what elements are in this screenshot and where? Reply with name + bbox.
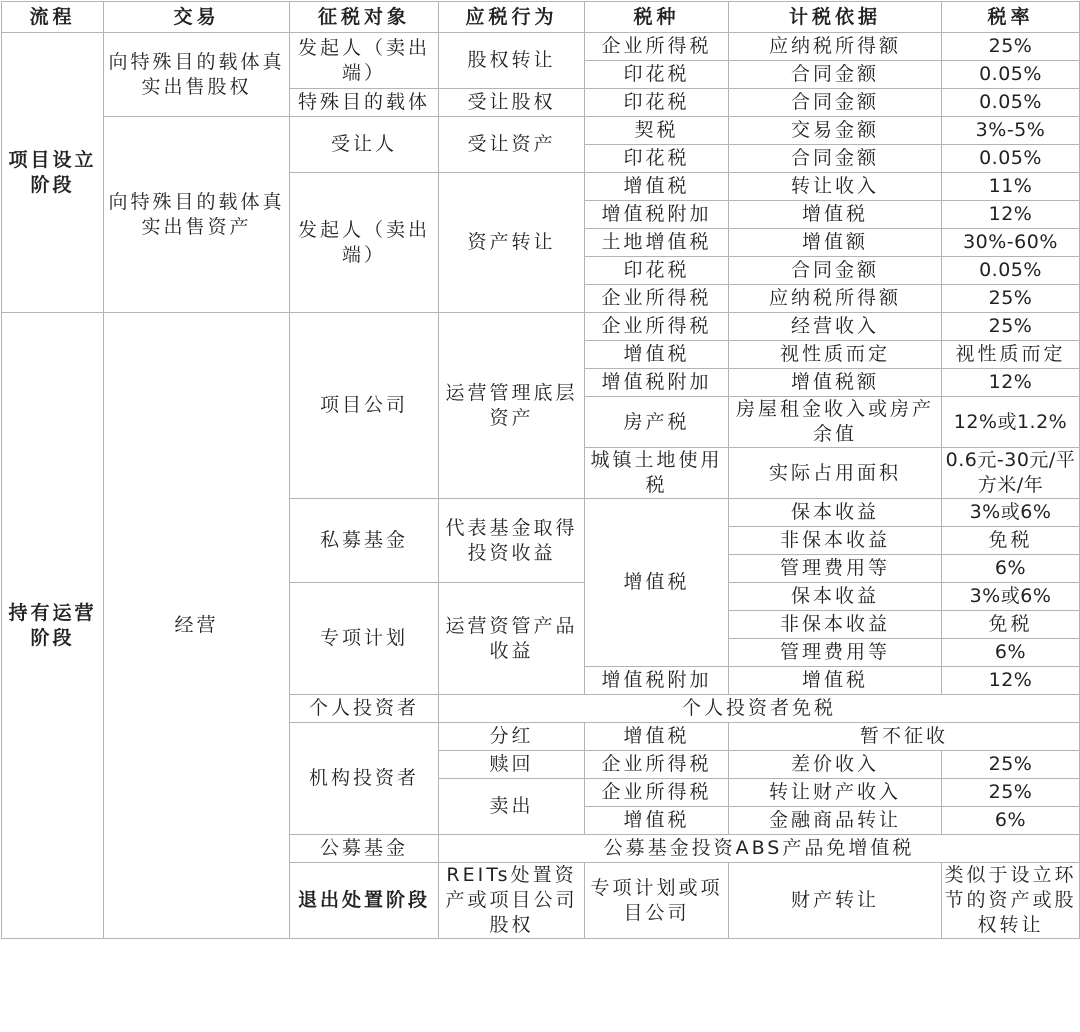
- tax-cell: 企业所得税: [585, 779, 729, 807]
- object-special-plan: 专项计划: [290, 583, 439, 695]
- act-dividend: 分红: [439, 723, 585, 751]
- tax-cell: 契税: [585, 117, 729, 145]
- tax-cell: 增值税附加: [585, 201, 729, 229]
- header-transaction: 交易: [104, 2, 290, 33]
- tax-cell: 印花税: [585, 61, 729, 89]
- header-tax-basis: 计税依据: [729, 2, 942, 33]
- rate-cell: 25%: [942, 751, 1080, 779]
- object-exit: 专项计划或项目公司: [585, 863, 729, 939]
- tax-cell: 土地增值税: [585, 229, 729, 257]
- basis-cell: 房屋租金收入或房产余值: [729, 397, 942, 448]
- object-asset-seller: 发起人（卖出端）: [290, 173, 439, 313]
- basis-cell: 转让收入: [729, 173, 942, 201]
- tax-cell: 增值税: [585, 807, 729, 835]
- header-tax-rate: 税率: [942, 2, 1080, 33]
- phase-exit: 退出处置阶段: [290, 863, 439, 939]
- reits-tax-table: [1, 1, 1080, 939]
- rate-cell: 25%: [942, 779, 1080, 807]
- tax-cell: 增值税附加: [585, 369, 729, 397]
- basis-cell: 视性质而定: [729, 341, 942, 369]
- act-equity-transfer: 股权转让: [439, 33, 585, 89]
- phase-holding: 持有运营阶段: [2, 313, 104, 939]
- rate-cell: 0.05%: [942, 145, 1080, 173]
- act-asset-management-income: 运营资管产品收益: [439, 583, 585, 695]
- act-sell: 卖出: [439, 779, 585, 835]
- basis-cell: 差价收入: [729, 751, 942, 779]
- basis-cell: 增值税: [729, 201, 942, 229]
- object-asset-buyer: 受让人: [290, 117, 439, 173]
- act-fund-investment-income: 代表基金取得投资收益: [439, 499, 585, 583]
- tax-cell: 增值税: [585, 173, 729, 201]
- header-tax-object: 征税对象: [290, 2, 439, 33]
- basis-cell: 非保本收益: [729, 527, 942, 555]
- tax-cell: 增值税: [585, 723, 729, 751]
- rate-cell: 6%: [942, 555, 1080, 583]
- object-equity-seller: 发起人（卖出端）: [290, 33, 439, 89]
- tax-vat-merged: 增值税: [585, 499, 729, 667]
- header-process: 流程: [2, 2, 104, 33]
- tax-cell: 房产税: [585, 397, 729, 448]
- basis-cell: 合同金额: [729, 257, 942, 285]
- individual-investor-note: 个人投资者免税: [439, 695, 1080, 723]
- basis-cell: 管理费用等: [729, 555, 942, 583]
- header-taxable-act: 应税行为: [439, 2, 585, 33]
- public-fund-note: 公募基金投资ABS产品免增值税: [439, 835, 1080, 863]
- tax-cell: 企业所得税: [585, 33, 729, 61]
- act-operate-assets: 运营管理底层资产: [439, 313, 585, 499]
- object-institutional-investor: 机构投资者: [290, 723, 439, 835]
- header-tax-type: 税种: [585, 2, 729, 33]
- tax-cell: 增值税附加: [585, 667, 729, 695]
- table-row: [2, 313, 1080, 341]
- transaction-operation: 经营: [104, 313, 290, 939]
- rate-cell: 免税: [942, 527, 1080, 555]
- tax-cell: 印花税: [585, 257, 729, 285]
- basis-cell: 合同金额: [729, 145, 942, 173]
- act-asset-transfer: 资产转让: [439, 173, 585, 313]
- basis-cell: 实际占用面积: [729, 448, 942, 499]
- basis-cell: 转让财产收入: [729, 779, 942, 807]
- rate-cell: 30%-60%: [942, 229, 1080, 257]
- rate-cell: 25%: [942, 285, 1080, 313]
- rate-cell: 0.05%: [942, 257, 1080, 285]
- basis-cell: 非保本收益: [729, 611, 942, 639]
- act-redeem: 赎回: [439, 751, 585, 779]
- rate-cell: 6%: [942, 807, 1080, 835]
- basis-cell: 合同金额: [729, 61, 942, 89]
- basis-cell: 增值税: [729, 667, 942, 695]
- basis-cell: 应纳税所得额: [729, 33, 942, 61]
- tax-cell: 企业所得税: [585, 751, 729, 779]
- basis-cell: 交易金额: [729, 117, 942, 145]
- tax-cell: 企业所得税: [585, 313, 729, 341]
- act-receive-equity: 受让股权: [439, 89, 585, 117]
- transaction-asset-sale: 向特殊目的载体真实出售资产: [104, 117, 290, 313]
- basis-cell: 增值额: [729, 229, 942, 257]
- tax-cell: 印花税: [585, 145, 729, 173]
- exit-note: 类似于设立环节的资产或股权转让: [942, 863, 1080, 939]
- rate-cell: 12%或1.2%: [942, 397, 1080, 448]
- tax-cell: 城镇土地使用税: [585, 448, 729, 499]
- tax-cell: 增值税: [585, 341, 729, 369]
- object-public-fund: 公募基金: [290, 835, 439, 863]
- rate-cell: 视性质而定: [942, 341, 1080, 369]
- rate-cell: 免税: [942, 611, 1080, 639]
- object-spv: 特殊目的载体: [290, 89, 439, 117]
- basis-cell: 保本收益: [729, 583, 942, 611]
- transaction-exit: REITs处置资产或项目公司股权: [439, 863, 585, 939]
- rate-cell: 11%: [942, 173, 1080, 201]
- rate-cell: 12%: [942, 667, 1080, 695]
- rate-cell: 6%: [942, 639, 1080, 667]
- act-receive-asset: 受让资产: [439, 117, 585, 173]
- rate-cell: 3%-5%: [942, 117, 1080, 145]
- object-private-fund: 私募基金: [290, 499, 439, 583]
- act-property-transfer: 财产转让: [729, 863, 942, 939]
- transaction-equity-sale: 向特殊目的载体真实出售股权: [104, 33, 290, 117]
- table-row: [2, 33, 1080, 61]
- rate-cell: 0.05%: [942, 61, 1080, 89]
- rate-cell: 25%: [942, 313, 1080, 341]
- basis-cell: 保本收益: [729, 499, 942, 527]
- basis-cell: 金融商品转让: [729, 807, 942, 835]
- basis-cell: 经营收入: [729, 313, 942, 341]
- table-row: [2, 117, 1080, 145]
- basis-cell: 增值税额: [729, 369, 942, 397]
- rate-cell: 3%或6%: [942, 583, 1080, 611]
- basis-cell: 应纳税所得额: [729, 285, 942, 313]
- dividend-note: 暂不征收: [729, 723, 1080, 751]
- phase-setup: 项目设立阶段: [2, 33, 104, 313]
- object-project-company: 项目公司: [290, 313, 439, 499]
- basis-cell: 合同金额: [729, 89, 942, 117]
- rate-cell: 0.6元-30元/平方米/年: [942, 448, 1080, 499]
- rate-cell: 25%: [942, 33, 1080, 61]
- tax-cell: 企业所得税: [585, 285, 729, 313]
- rate-cell: 3%或6%: [942, 499, 1080, 527]
- rate-cell: 0.05%: [942, 89, 1080, 117]
- rate-cell: 12%: [942, 369, 1080, 397]
- header-row: [2, 2, 1080, 33]
- rate-cell: 12%: [942, 201, 1080, 229]
- tax-cell: 印花税: [585, 89, 729, 117]
- basis-cell: 管理费用等: [729, 639, 942, 667]
- object-individual-investor: 个人投资者: [290, 695, 439, 723]
